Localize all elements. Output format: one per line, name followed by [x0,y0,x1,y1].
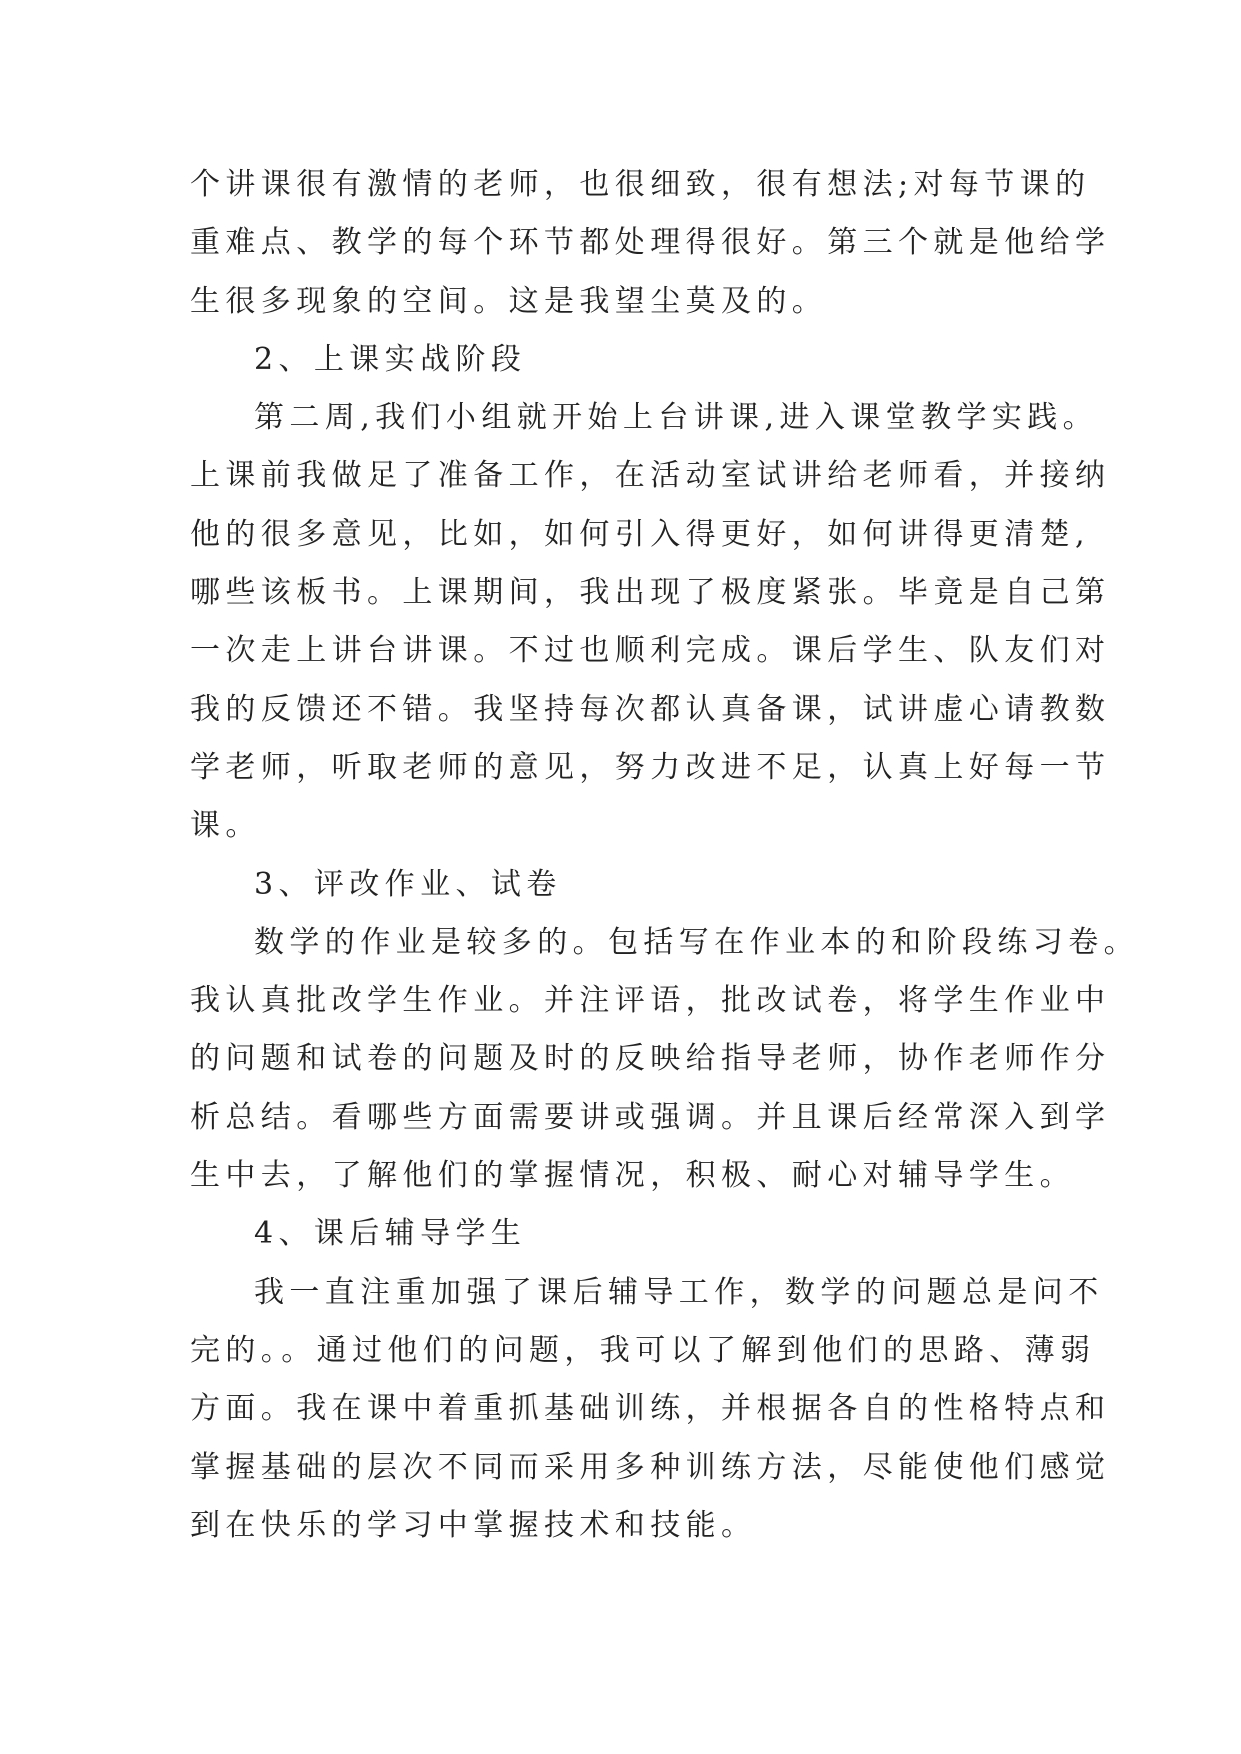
text-line: 我的反馈还不错。我坚持每次都认真备课，试讲虚心请教数 [190,691,1111,727]
text-line: 掌握基础的层次不同而采用多种训练方法，尽能使他们感觉 [190,1449,1111,1485]
text-line: 析总结。看哪些方面需要讲或强调。并且课后经常深入到学 [190,1099,1111,1135]
text-line: 重难点、教学的每个环节都处理得很好。第三个就是他给学 [190,225,1111,261]
text-line: 生中去，了解他们的掌握情况，积极、耐心对辅导学生。 [190,1158,1075,1194]
text-line: 哪些该板书。上课期间，我出现了极度紧张。毕竟是自己第 [190,575,1111,611]
section-heading: 2、上课实战阶段 [254,341,527,377]
text-line: 个讲课很有激情的老师，也很细致，很有想法;对每节课的 [190,167,1091,202]
text-line: 我认真批改学生作业。并注评语，批改试卷，将学生作业中 [190,983,1111,1019]
text-line: 上课前我做足了准备工作，在活动室试讲给老师看，并接纳 [190,458,1111,494]
text-line: 他的很多意见，比如，如何引入得更好，如何讲得更清楚, [190,516,1090,552]
text-line: 学老师，听取老师的意见，努力改进不足，认真上好每一节 [190,749,1111,785]
section-heading: 4、课后辅导学生 [254,1216,527,1252]
text-line: 的问题和试卷的问题及时的反映给指导老师，协作老师作分 [190,1041,1111,1077]
section-heading: 3、评改作业、试卷 [254,866,562,902]
text-line: 课。 [190,808,261,844]
text-line: 我一直注重加强了课后辅导工作，数学的问题总是问不 [254,1274,1104,1310]
text-line: 到在快乐的学习中掌握技术和技能。 [190,1507,757,1543]
text-line: 生很多现象的空间。这是我望尘莫及的。 [190,283,828,319]
text-line: 完的。。通过他们的问题，我可以了解到他们的思路、薄弱 [190,1332,1096,1368]
text-line: 数学的作业是较多的。包括写在作业本的和阶段练习卷。 [254,924,1139,960]
text-line: 一次走上讲台讲课。不过也顺利完成。课后学生、队友们对 [190,633,1111,669]
text-line: 方面。我在课中着重抓基础训练，并根据各自的性格特点和 [190,1391,1111,1427]
text-line: 第二周,我们小组就开始上台讲课,进入课堂教学实践。 [254,400,1099,436]
body-text [190,156,1139,1555]
